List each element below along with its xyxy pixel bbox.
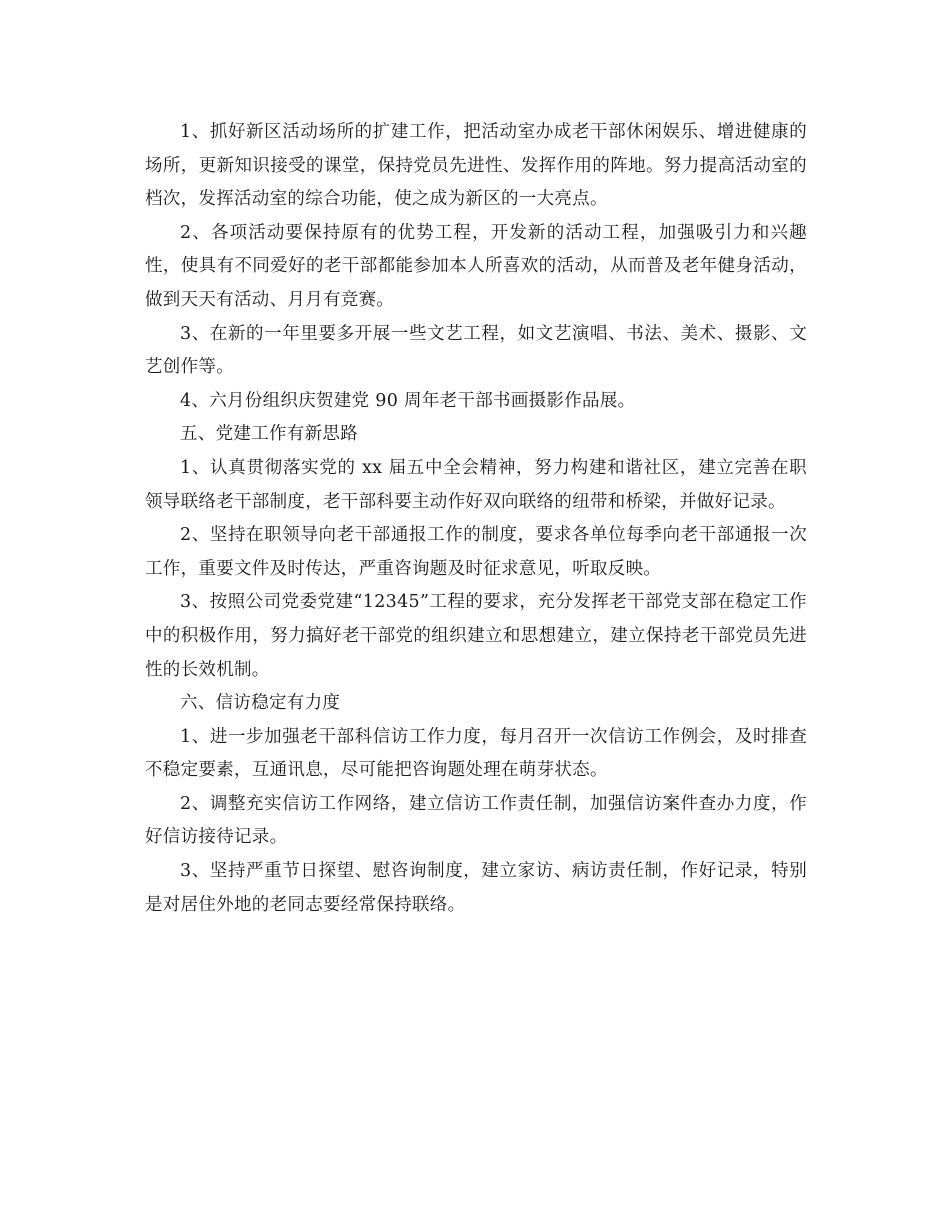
section-heading-5: 五、党建工作有新思路 — [180, 424, 358, 445]
paragraph-item-1: 1、抓好新区活动场所的扩建工作，把活动室办成老干部休闲娱乐、增进健康的场所，更新知识接受的课堂，保持党员先进性、发挥作用的阵地。努力提高活动室的档次，发挥活动室的综合功能，使之成为新区的一大亮点。 — [145, 122, 807, 210]
section-heading-6: 六、信访稳定有力度 — [180, 693, 341, 714]
paragraph-item-2: 2、各项活动要保持原有的优势工程，开发新的活动工程，加强吸引力和兴趣性，使具有不同爱好的老干部都能参加本人所喜欢的活动，从而普及老年健身活动，做到天天有活动、月月有竞赛。 — [145, 222, 807, 310]
paragraph-item-3: 3、在新的一年里要多开展一些文艺工程，如文艺演唱、书法、美术、摄影、文艺创作等。 — [145, 323, 807, 378]
paragraph-item-4: 4、六月份组织庆贺建党 90 周年老干部书画摄影作品展。 — [180, 390, 636, 411]
paragraph-item-5-2: 2、坚持在职领导向老干部通报工作的制度，要求各单位每季向老干部通报一次工作，重要文件及时传达，严重咨询题及时征求意见，听取反映。 — [145, 525, 807, 579]
paragraph-item-5-1: 1、认真贯彻落实党的 xx 届五中全会精神，努力构建和谐社区，建立完善在职领导联络老干部制度，老干部科要主动作好双向联络的纽带和桥梁，并做好记录。 — [145, 457, 807, 512]
document-body — [145, 116, 807, 922]
paragraph-item-5-3: 3、按照公司党委党建“12345”工程的要求，充分发挥老干部党支部在稳定工作中的积极作用，努力搞好老干部党的组织建立和思想建立，建立保持老干部党员先进性的长效机制。 — [145, 592, 807, 680]
paragraph-item-6-3: 3、坚持严重节日探望、慰咨询制度，建立家访、病访责任制，作好记录，特别是对居住外地的老同志要经常保持联络。 — [145, 861, 807, 915]
paragraph-item-6-2: 2、调整充实信访工作网络，建立信访工作责任制，加强信访案件查办力度，作好信访接待记录。 — [145, 793, 807, 848]
paragraph-item-6-1: 1、进一步加强老干部科信访工作力度，每月召开一次信访工作例会，及时排查不稳定要素，互通讯息，尽可能把咨询题处理在萌芽状态。 — [145, 726, 807, 781]
